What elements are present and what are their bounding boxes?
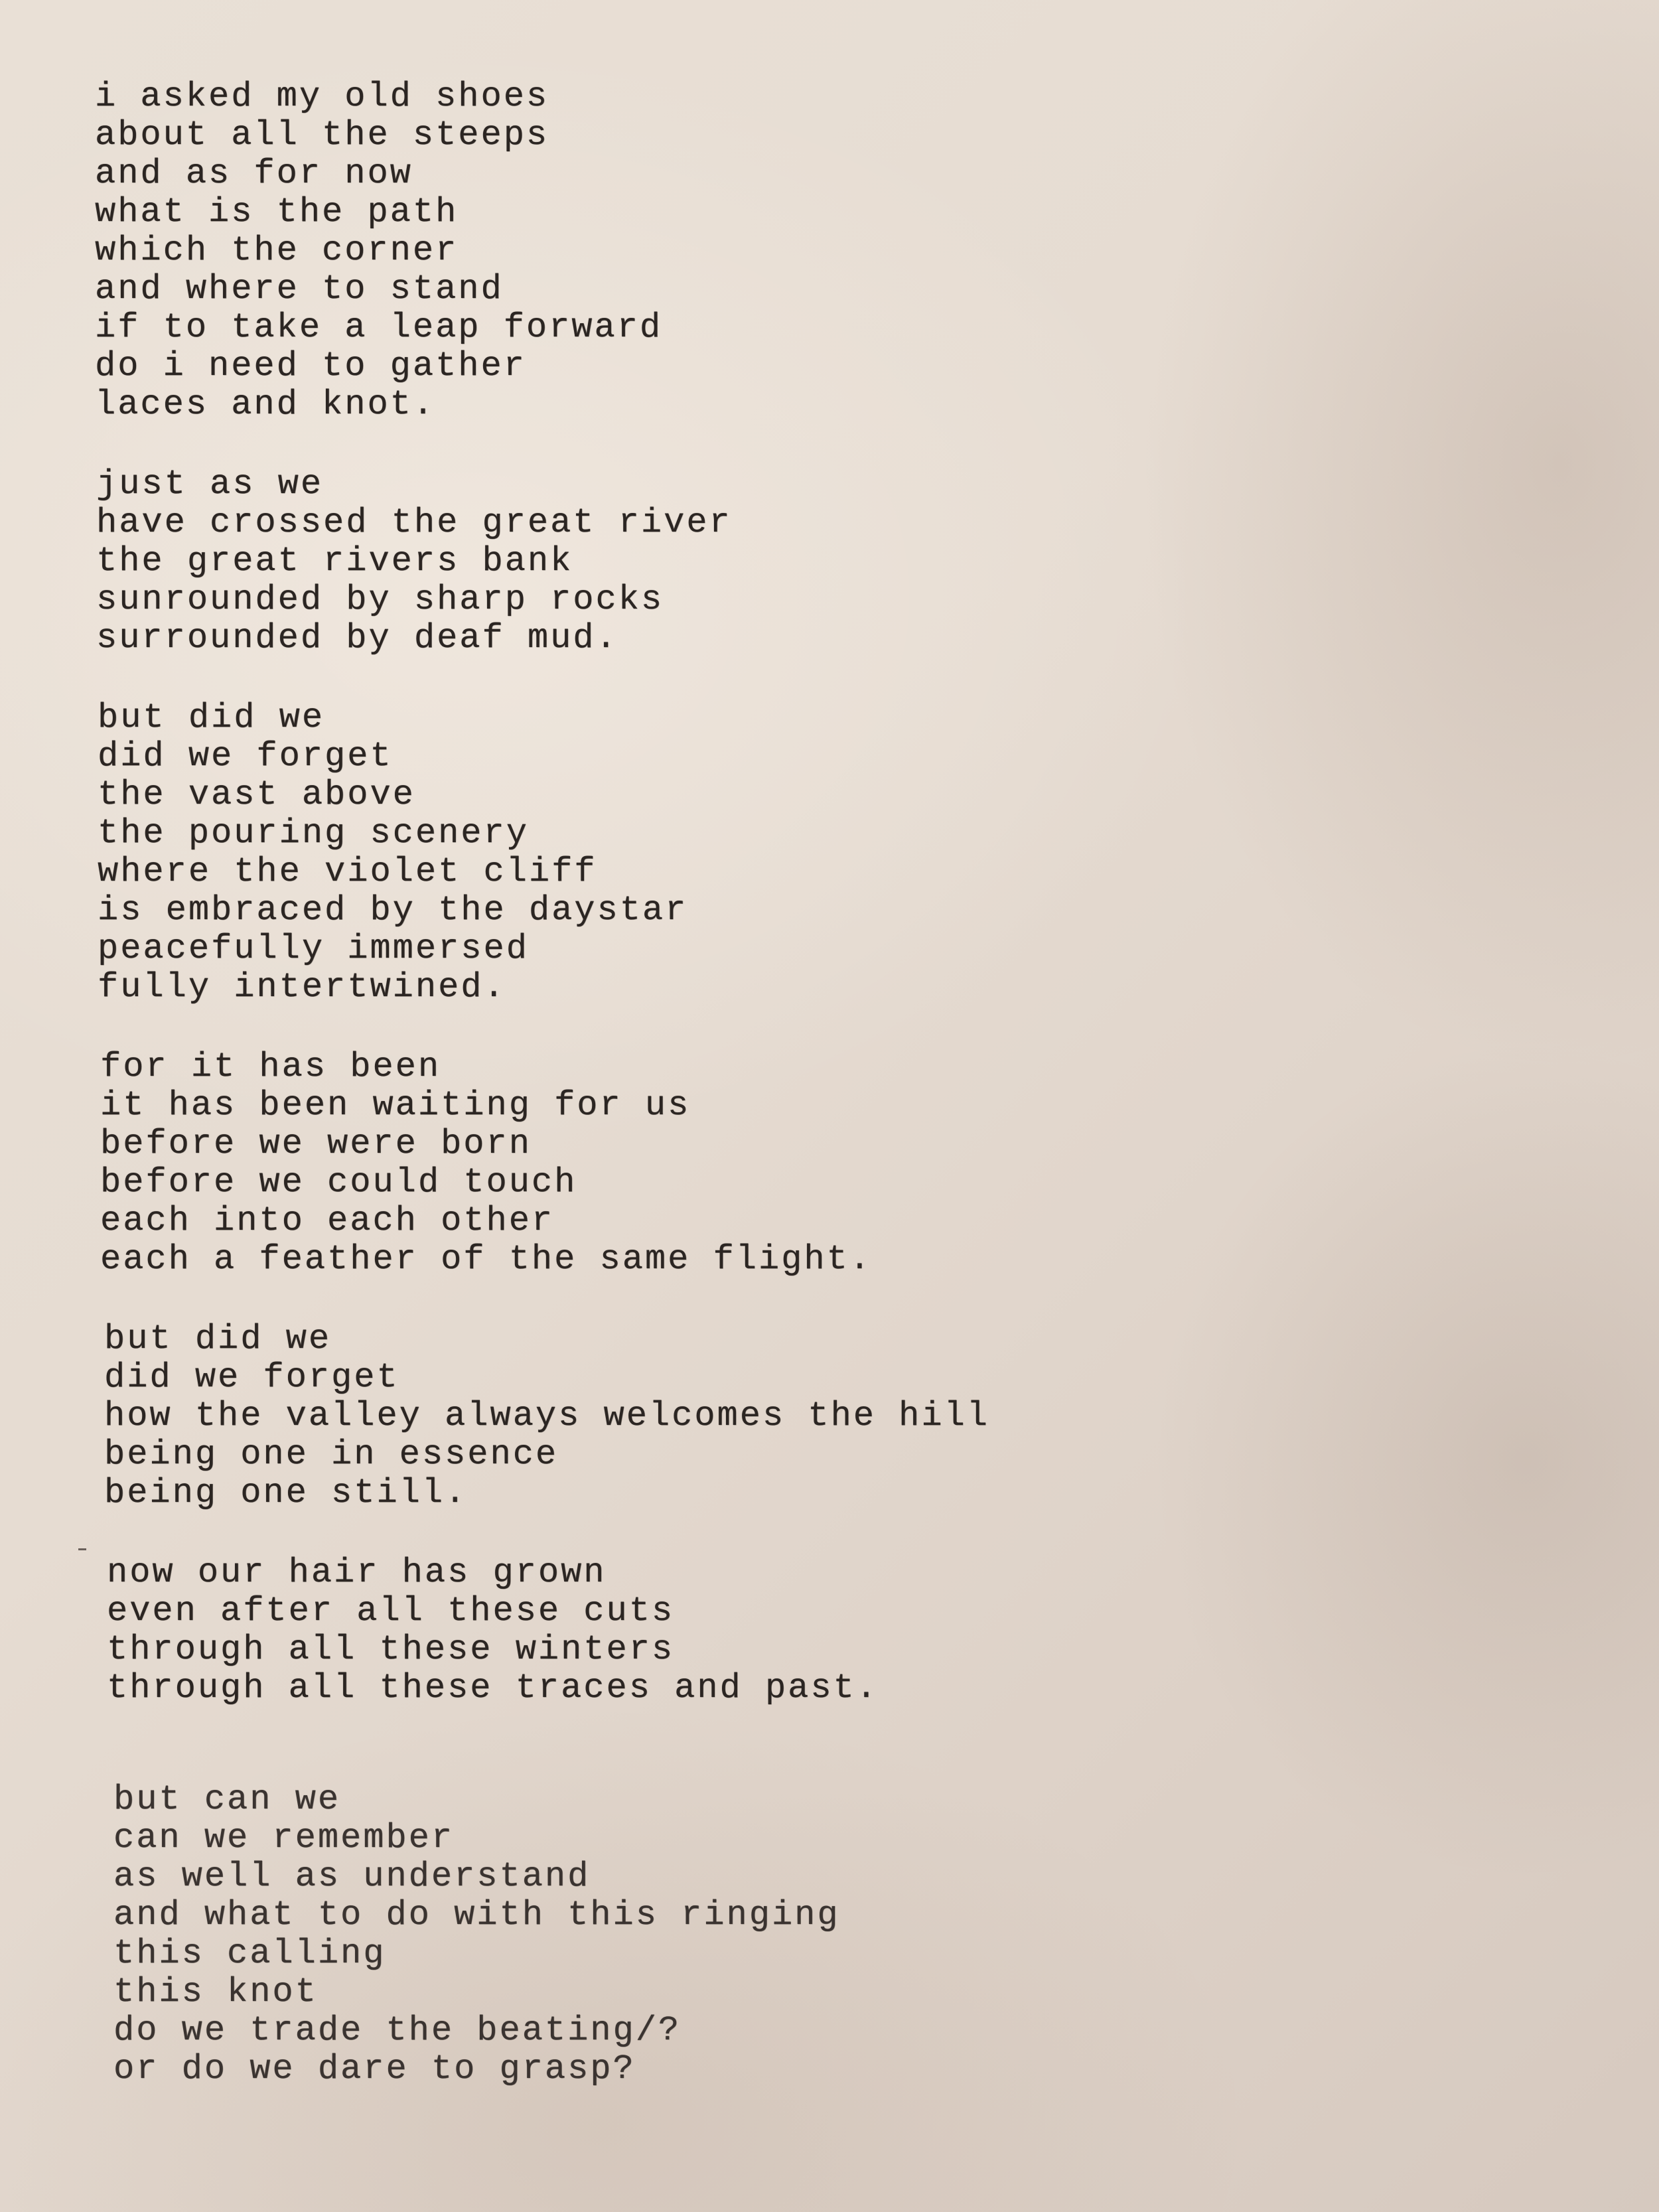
poem-line: sunrounded by sharp rocks [96, 580, 664, 619]
poem-line: do i need to gather [95, 346, 526, 386]
poem-line: did we forget [104, 1358, 399, 1397]
poem-line: and where to stand [95, 269, 504, 309]
poem-line: the pouring scenery [98, 814, 529, 853]
poem-line: if to take a leap forward [95, 308, 663, 347]
poem-line: for it has been [100, 1047, 441, 1086]
poem-line: and what to do with this ringing [113, 1895, 840, 1935]
poem-line: before we could touch [100, 1163, 577, 1202]
stanza-5 [104, 1320, 1555, 1512]
stanza-1 [95, 78, 1555, 424]
poem-line: peacefully immersed [98, 929, 529, 968]
poem-line: did we forget [98, 737, 393, 776]
poem-line: each a feather of the same flight. [100, 1240, 872, 1279]
poem-line: but did we [98, 698, 325, 737]
poem-line: being one still. [104, 1473, 468, 1512]
poem-line: what is the path [95, 192, 459, 232]
poem-line: before we were born [100, 1124, 532, 1163]
poem-line: but can we [113, 1780, 341, 1819]
stanza-4 [100, 1048, 1555, 1279]
poem-line: and as for now [95, 154, 413, 193]
poem-line: being one in essence [104, 1435, 559, 1474]
poem-line: just as we [96, 465, 324, 504]
poem-line: the vast above [98, 775, 415, 814]
poem-line: fully intertwined. [98, 968, 506, 1007]
stray-ink-mark [78, 1548, 86, 1550]
poem-line: through all these traces and past. [107, 1668, 879, 1708]
poem-line: have crossed the great river [96, 503, 732, 542]
poem-line: this knot [113, 1972, 318, 2012]
stanza-7 [113, 1781, 1555, 2089]
poem-line: where the violet cliff [98, 852, 597, 891]
stanza-6 [107, 1554, 1555, 1708]
poem-line: through all these winters [107, 1630, 675, 1669]
poem-line: i asked my old shoes [95, 77, 549, 116]
stanza-3 [98, 699, 1555, 1007]
poem-line: do we trade the beating/? [113, 2011, 682, 2050]
poem-line: can we remember [113, 1818, 455, 1858]
poem-line: as well as understand [113, 1857, 591, 1896]
poem-line: surrounded by deaf mud. [96, 619, 618, 658]
poem-line: or do we dare to grasp? [113, 2049, 636, 2089]
poem-line: but did we [104, 1319, 332, 1359]
poem-line: the great rivers bank [96, 542, 573, 581]
poem-line: this calling [113, 1934, 386, 1973]
poem-line: is embraced by the daystar [98, 891, 688, 930]
stanza-2 [96, 465, 1555, 658]
poem-line: which the corner [95, 231, 459, 270]
poem-line: how the valley always welcomes the hill [104, 1396, 989, 1436]
poem-line: it has been waiting for us [100, 1086, 691, 1125]
poem-line: even after all these cuts [107, 1591, 675, 1631]
poem-line: now our hair has grown [107, 1553, 607, 1592]
poem-line: about all the steeps [95, 115, 549, 155]
poem-line: laces and knot. [95, 385, 436, 424]
poem [95, 78, 1555, 2089]
poem-line: each into each other [100, 1201, 555, 1240]
